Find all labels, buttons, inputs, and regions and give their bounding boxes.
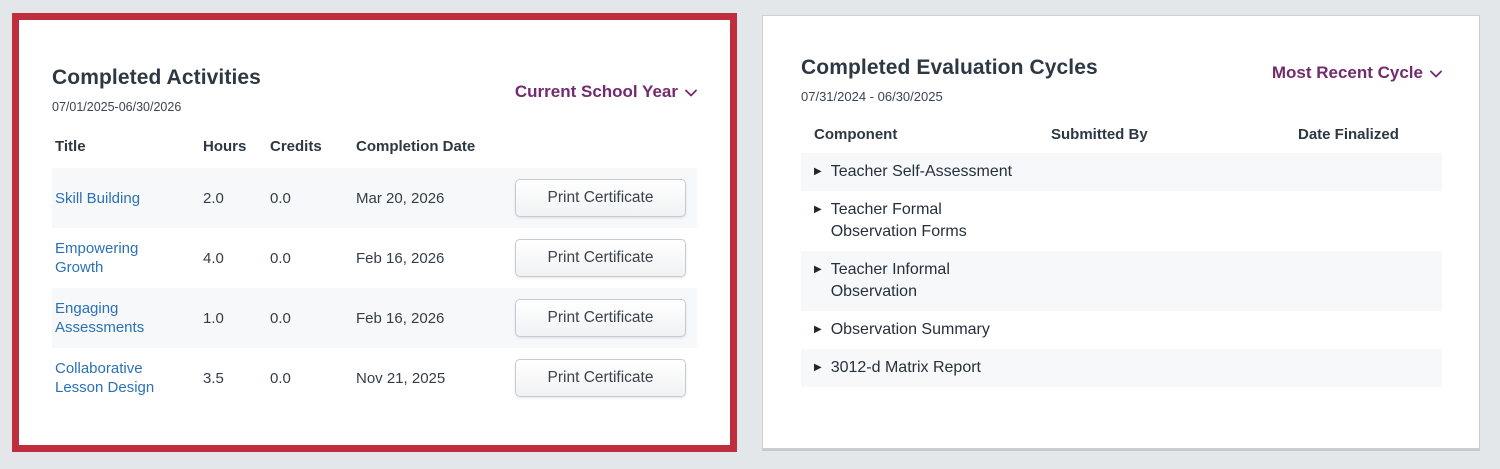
activity-completion-date: Feb 16, 2026 [356,309,445,327]
component-label: Teacher Informal Observation [830,261,950,300]
activities-table-header [52,138,697,155]
activity-title-link[interactable]: Skill Building [55,189,141,207]
recent-cycle-filter-dropdown[interactable] [1272,63,1442,83]
caret-right-icon: ▶ [814,166,822,177]
component-expand-toggle[interactable] [801,199,1051,243]
activities-date-range: 07/01/2025-06/30/2026 [52,100,182,114]
highlight-annotation-border [12,13,737,452]
evaluation-date-range: 07/31/2024 - 06/30/2025 [801,89,943,104]
evaluation-table [801,126,1442,387]
evaluation-cycles-title: Completed Evaluation Cycles [801,56,1098,79]
column-header-credits: Credits [270,138,322,155]
table-row [52,168,697,228]
caret-right-icon: ▶ [814,264,822,275]
activity-credits: 0.0 [270,249,291,267]
table-row [801,349,1442,387]
table-row [52,288,697,348]
table-row [801,251,1442,311]
print-certificate-button[interactable]: Print Certificate [515,179,686,217]
school-year-filter-dropdown[interactable] [515,82,697,102]
activity-completion-date: Nov 21, 2025 [356,369,446,387]
activity-title-link[interactable]: Engaging Assessments [55,300,145,336]
chevron-down-icon [1430,70,1442,78]
caret-right-icon: ▶ [814,324,822,335]
component-label: 3012-d Matrix Report [830,359,981,376]
component-label: Observation Summary [830,321,990,338]
completed-activities-title: Completed Activities [52,66,261,89]
component-expand-toggle[interactable] [801,319,1051,341]
print-certificate-button[interactable]: Print Certificate [515,299,686,337]
caret-right-icon: ▶ [814,362,822,373]
evaluation-table-header [801,126,1442,143]
table-row [52,228,697,288]
recent-cycle-filter-label: Most Recent Cycle [1271,63,1423,82]
table-row [801,311,1442,349]
completed-activities-panel [19,20,730,445]
activity-hours: 1.0 [203,309,224,327]
column-header-date-finalized: Date Finalized [1298,126,1399,143]
activity-credits: 0.0 [270,309,291,327]
activity-hours: 4.0 [203,249,224,267]
completed-activities-heading-group [52,66,261,114]
chevron-down-icon [685,89,697,97]
component-label: Teacher Self-Assessment [830,163,1013,180]
component-label: Teacher Formal Observation Forms [830,201,967,240]
activities-table [52,138,697,408]
activity-title-link[interactable]: Empowering Growth [55,240,139,276]
activity-hours: 2.0 [203,189,224,207]
caret-right-icon: ▶ [814,204,822,215]
activity-credits: 0.0 [270,189,291,207]
column-header-title: Title [55,138,86,155]
table-row [801,191,1442,251]
activity-completion-date: Feb 16, 2026 [356,249,445,267]
column-header-submitted-by: Submitted By [1051,126,1148,143]
print-certificate-button[interactable]: Print Certificate [515,359,686,397]
component-expand-toggle[interactable] [801,161,1051,183]
column-header-component: Component [814,126,898,143]
column-header-hours: Hours [203,138,247,155]
activity-title-link[interactable]: Collaborative Lesson Design [55,360,155,396]
activity-hours: 3.5 [203,369,224,387]
evaluation-cycles-heading-group [801,56,1098,104]
table-row [801,153,1442,191]
school-year-filter-label: Current School Year [514,82,678,101]
table-row [52,348,697,408]
print-certificate-button[interactable]: Print Certificate [515,239,686,277]
column-header-completion-date: Completion Date [356,138,476,155]
completed-evaluation-cycles-panel [762,15,1480,449]
activity-credits: 0.0 [270,369,291,387]
activity-completion-date: Mar 20, 2026 [356,189,445,207]
component-expand-toggle[interactable] [801,357,1051,379]
component-expand-toggle[interactable] [801,259,1051,303]
